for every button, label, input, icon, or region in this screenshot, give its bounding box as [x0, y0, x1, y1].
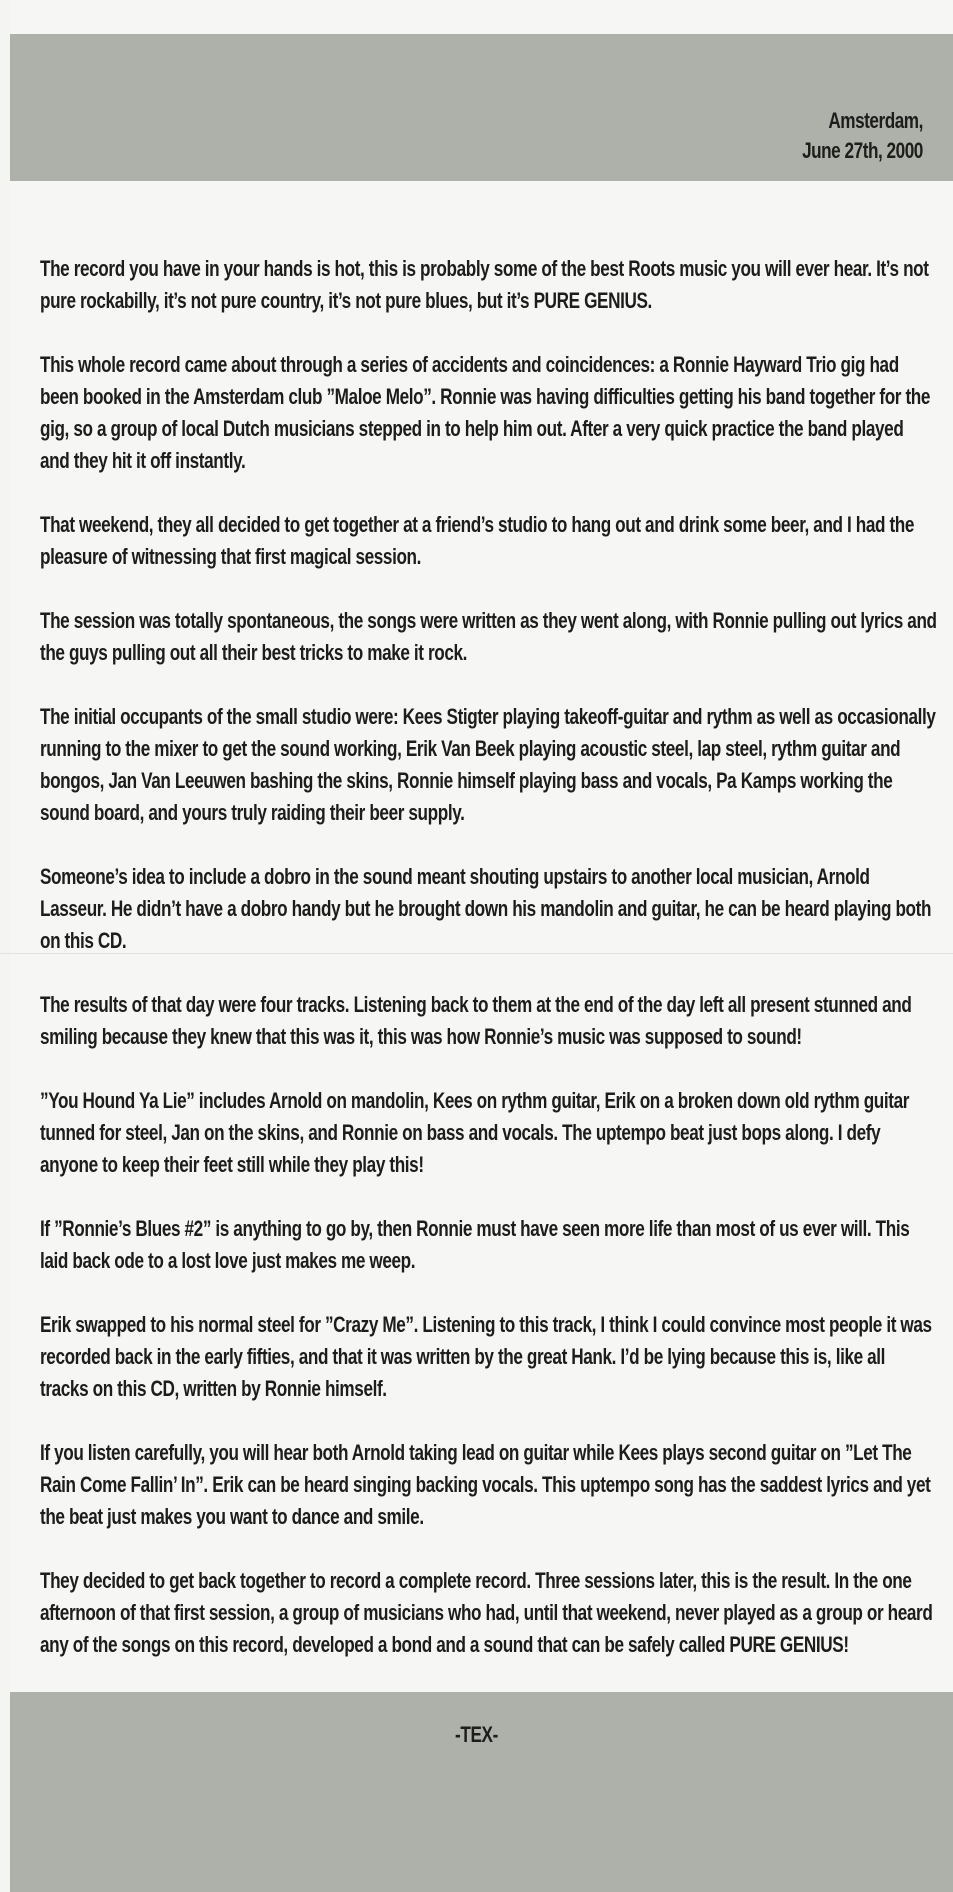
paragraph-1: The record you have in your hands is hot, this is probably some of the best Roots music you will ever hear. It’s not pure rockabilly, it’s not pure country, it’s not pure blues, but it’s PURE GENIUS. — [40, 256, 929, 313]
paragraph-2: This whole record came about through a series of accidents and coincidences: a Ronnie Hayward Trio gig had been booked in the Amsterdam club ”Maloe Melo”. Ronnie was having difficulties getting his band together for the gig, so a group of local Dutch musicians stepped in to help him out. After a very quick practice the band played and they hit it off instantly. — [40, 352, 931, 473]
dateline — [802, 106, 923, 166]
dateline-date: June 27th, 2000 — [802, 138, 923, 163]
paragraph-10: Erik swapped to his normal steel for ”Crazy Me”. Listening to this track, I think I could convince most people it was recorded back in the early fifties, and that it was written by the great Hank. I’d be lying because this is, like all tracks on this CD, written by Ronnie himself. — [40, 1312, 932, 1401]
liner-notes-body — [40, 253, 937, 1693]
paragraph-6: Someone’s idea to include a dobro in the sound meant shouting upstairs to another local musician, Arnold Lasseur. He didn’t have a dobro handy but he brought down his mandolin and guitar, he can be heard playing both on this CD. — [40, 864, 932, 953]
signature — [0, 1722, 953, 1748]
paragraph-12: They decided to get back together to record a complete record. Three sessions later, this is the result. In the one afternoon of that first session, a group of musicians who had, until that weekend, never played as a group or heard any of the songs on this record, developed a bond and a sound that can be safely called PURE GENIUS! — [40, 1568, 933, 1657]
signature-text: -TEX- — [455, 1722, 498, 1747]
paragraph-3: That weekend, they all decided to get together at a friend’s studio to hang out and drink some beer, and I had the pleasure of witnessing that first magical session. — [40, 512, 915, 569]
paragraph-7: The results of that day were four tracks. Listening back to them at the end of the day left all present stunned and smiling because they knew that this was it, this was how Ronnie’s music was supposed to sound! — [40, 992, 912, 1049]
paragraph-11: If you listen carefully, you will hear both Arnold taking lead on guitar while Kees plays second guitar on ”Let The Rain Come Fallin’ In”. Erik can be heard singing backing vocals. This uptempo song has the saddest lyrics and yet the beat just makes you want to dance and smile. — [40, 1440, 931, 1529]
paragraph-8: ”You Hound Ya Lie” includes Arnold on mandolin, Kees on rythm guitar, Erik on a broken down old rythm guitar tunned for steel, Jan on the skins, and Ronnie on bass and vocals. The uptempo beat just bops along. I defy anyone to keep their feet still while they play this! — [40, 1088, 910, 1177]
paragraph-5: The initial occupants of the small studio were: Kees Stigter playing takeoff-guitar and rythm as well as occasionally running to the mixer to get the sound working, Erik Van Beek playing acoustic steel, lap steel, rythm guitar and bongos, Jan Van Leeuwen bashing the skins, Ronnie himself playing bass and vocals, Pa Kamps working the sound board, and yours truly raiding their beer supply. — [40, 704, 936, 825]
paragraph-4: The session was totally spontaneous, the songs were written as they went along, with Ronnie pulling out lyrics and the guys pulling out all their best tricks to make it rock. — [40, 608, 937, 665]
dateline-place: Amsterdam, — [828, 108, 923, 133]
paragraph-9: If ”Ronnie’s Blues #2” is anything to go by, then Ronnie must have seen more life than most of us ever will. This laid back ode to a lost love just makes me weep. — [40, 1216, 910, 1273]
